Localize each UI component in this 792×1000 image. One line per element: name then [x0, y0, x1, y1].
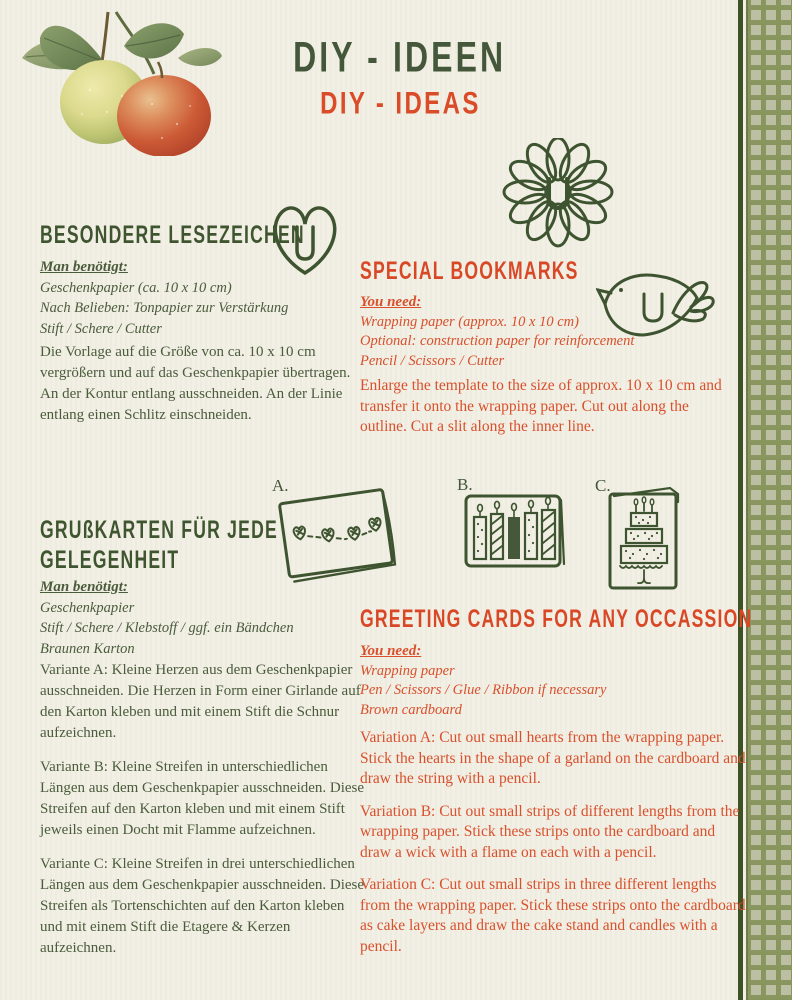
- material-item: Nach Belieben: Tonpapier zur Verstärkung: [40, 300, 289, 316]
- material-item: Geschenkpapier (ca. 10 x 10 cm): [40, 279, 232, 296]
- card-example-label-c: C.: [595, 476, 611, 495]
- variants-en: [360, 728, 748, 969]
- variant-b-de: Variante B: Kleine Streifen in unterschiedlichen Längen aus dem Geschenkpapier ausschneiden. Diese Streifen auf den Karton kleben und mit einem Stift jeweils einen Docht mit Flamme aufzeichnen.: [40, 759, 365, 838]
- instructions-bookmarks-de: Die Vorlage auf die Größe von ca. 10 x 10 cm vergrößern und auf das Geschenkpapier übertragen. An der Kontur entlang ausschneiden. An der Linie entlang einen Schlitz einschneiden.: [40, 344, 351, 423]
- material-item: Stift / Schere / Klebstoff / ggf. ein Bändchen: [40, 620, 294, 636]
- card-example-label-a: A.: [272, 476, 289, 495]
- section-heading-bookmarks-en: SPECIAL BOOKMARKS: [360, 256, 579, 285]
- material-item: Optional: construction paper for reinforcement: [360, 333, 635, 349]
- candles-card-illustration: [460, 486, 572, 580]
- variation-a-en: Variation A: Cut out small hearts from the wrapping paper. Stick the hearts in the shape of a garland on the cardboard and draw the string with a pencil.: [360, 729, 746, 787]
- section-heading-cards-en: GREETING CARDS FOR ANY OCCASSION: [360, 604, 753, 633]
- material-item: Wrapping paper: [360, 662, 455, 679]
- cake-card-illustration: [598, 482, 690, 600]
- material-item: Stift / Schere / Cutter: [40, 320, 162, 337]
- section-heading-bookmarks-de: BESONDERE LESEZEICHEN: [40, 220, 305, 249]
- section-cards-de: [40, 516, 337, 576]
- material-item: Braunen Karton: [40, 640, 135, 657]
- section-bookmarks-de: [40, 222, 371, 248]
- flower-doodle-icon: [500, 138, 622, 252]
- materials-list-bookmarks-en: [360, 293, 690, 371]
- card-example-label-b: B.: [457, 475, 473, 494]
- section-bookmarks-en: [360, 258, 633, 284]
- need-label-en: You need:: [360, 294, 422, 310]
- variants-de: [40, 660, 370, 972]
- need-label-de: Man benötigt:: [40, 579, 128, 595]
- variant-a-de: Variante A: Kleine Herzen aus dem Geschenkpapier ausschneiden. Die Herzen in Form einer Girlande auf den Karton kleben und mit einem Stift die Schnur aufzeichnen.: [40, 662, 361, 741]
- section-heading-cards-de-line1: GRUßKARTEN FÜR JEDE: [40, 515, 278, 544]
- variant-c-de: Variante C: Kleine Streifen in drei unterschiedlichen Längen aus dem Geschenkpapier ausschneiden. Diese Streifen als Tortenschichten auf den Karton kleben und mit einem Stift die Etagere & Kerzen aufzeichnen.: [40, 856, 365, 956]
- material-item: Pencil / Scissors / Cutter: [360, 352, 505, 369]
- page-title-german: DIY - IDEEN: [293, 32, 507, 82]
- instructions-bookmarks-en: Enlarge the template to the size of approx. 10 x 10 cm and transfer it onto the wrapping paper. Cut out along the outline. Cut a slit along the inner line.: [360, 377, 722, 435]
- need-label-en: You need:: [360, 643, 422, 659]
- page-title-english: DIY - IDEAS: [319, 86, 481, 121]
- need-label-de: Man benötigt:: [40, 259, 128, 275]
- material-item: Brown cardboard: [360, 701, 462, 718]
- material-item: Geschenkpapier: [40, 599, 135, 616]
- material-item: Pen / Scissors / Glue / Ribbon if necessary: [360, 682, 607, 698]
- page-header: [56, 34, 744, 121]
- materials-list-bookmarks-de: [40, 257, 362, 339]
- material-item: Wrapping paper (approx. 10 x 10 cm): [360, 313, 579, 330]
- variation-b-en: Variation B: Cut out small strips of different lengths from the wrapping paper. Stick these strips onto the cardboard and draw a wick with a flame on each with a pencil.: [360, 802, 740, 861]
- gingham-border: [746, 0, 792, 1000]
- materials-list-cards-en: [360, 642, 700, 720]
- materials-list-cards-de: [40, 577, 370, 659]
- section-heading-cards-de-line2: GELEGENHEIT: [40, 545, 180, 574]
- section-cards-en: [360, 606, 792, 632]
- variation-c-en: Variation C: Cut out small strips in three different lengths from the wrapping paper. Stick these strips onto the cardboard as cake layers and draw the cake stand and candles with a pencil.: [360, 876, 746, 955]
